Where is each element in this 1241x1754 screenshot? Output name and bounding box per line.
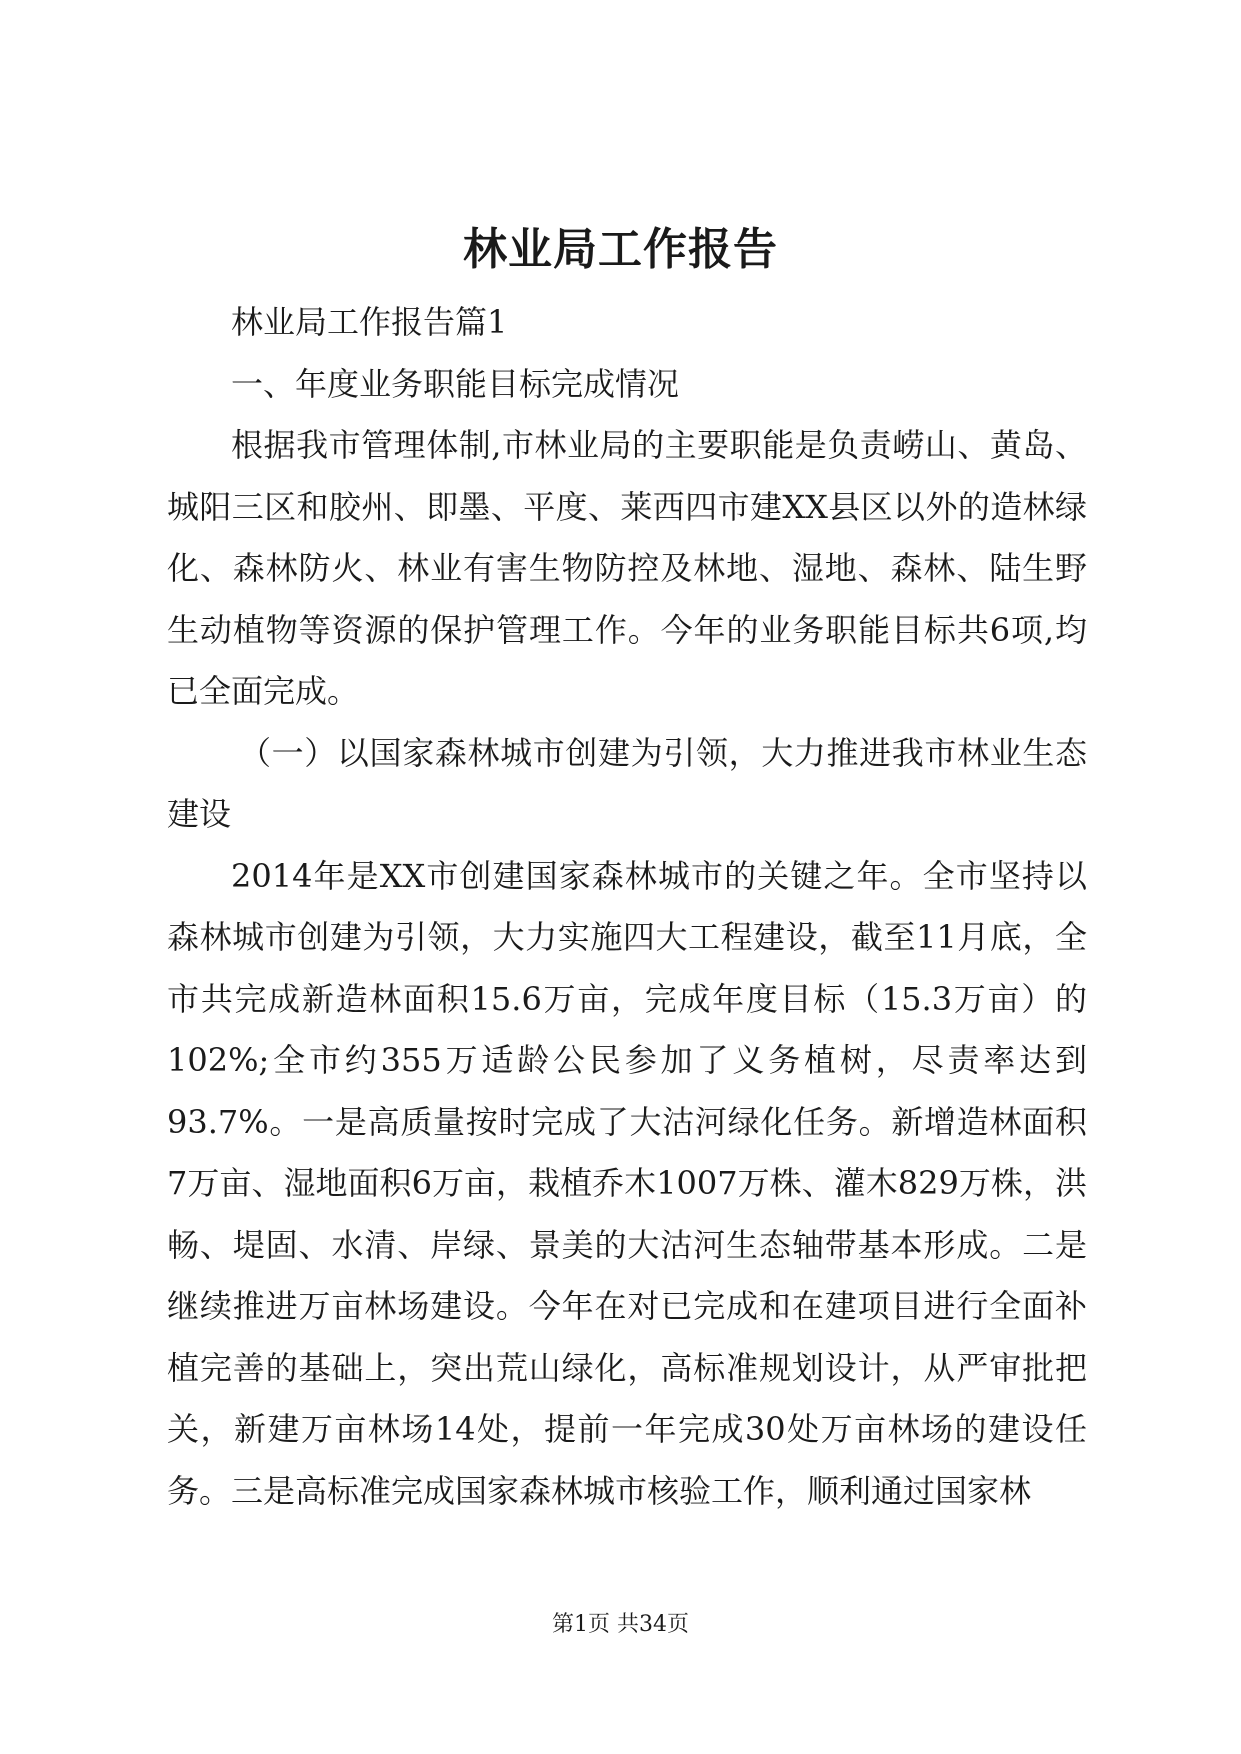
document-subtitle: 林业局工作报告篇1 xyxy=(231,303,508,341)
document-title: 林业局工作报告 xyxy=(463,224,778,275)
section-heading-1: （一）以国家森林城市创建为引领，大力推进我市林业生态建设 xyxy=(167,733,1087,833)
paragraph-2: 2014年是XX市创建国家森林城市的关键之年。全市坚持以森林城市创建为引领，大力实施四大工程建设，截至11月底，全市共完成新造林面积15.6万亩，完成年度目标（15.3万亩）的102%;全市约355万适龄公民参加了义务植树，尽责率达到93.7%。一是高质量按时完成了大沽河绿化任务。新增造林面积7万亩、湿地面积6万亩，栽植乔木1007万株、灌木829万株，洪畅、堤固、水清、岸绿、景美的大沽河生态轴带基本形成。二是继续推进万亩林场建设。今年在对已完成和在建项目进行全面补植完善的基础上，突出荒山绿化，高标准规划设计，从严审批把关，新建万亩林场14处，提前一年完成30处万亩林场的建设任务。三是高标准完成国家森林城市核验工作，顺利通过国家林 xyxy=(167,856,1087,1510)
document-body xyxy=(167,292,1087,1522)
heading-1: 一、年度业务职能目标完成情况 xyxy=(231,364,680,403)
paragraph-1: 根据我市管理体制,市林业局的主要职能是负责崂山、黄岛、城阳三区和胶州、即墨、平度、莱西四市建XX县区以外的造林绿化、森林防火、林业有害生物防控及林地、湿地、森林、陆生野生动植物等资源的保护管理工作。今年的业务职能目标共6项,均已全面完成。 xyxy=(167,426,1087,710)
page-footer: 第1页 共34页 xyxy=(552,1612,689,1637)
